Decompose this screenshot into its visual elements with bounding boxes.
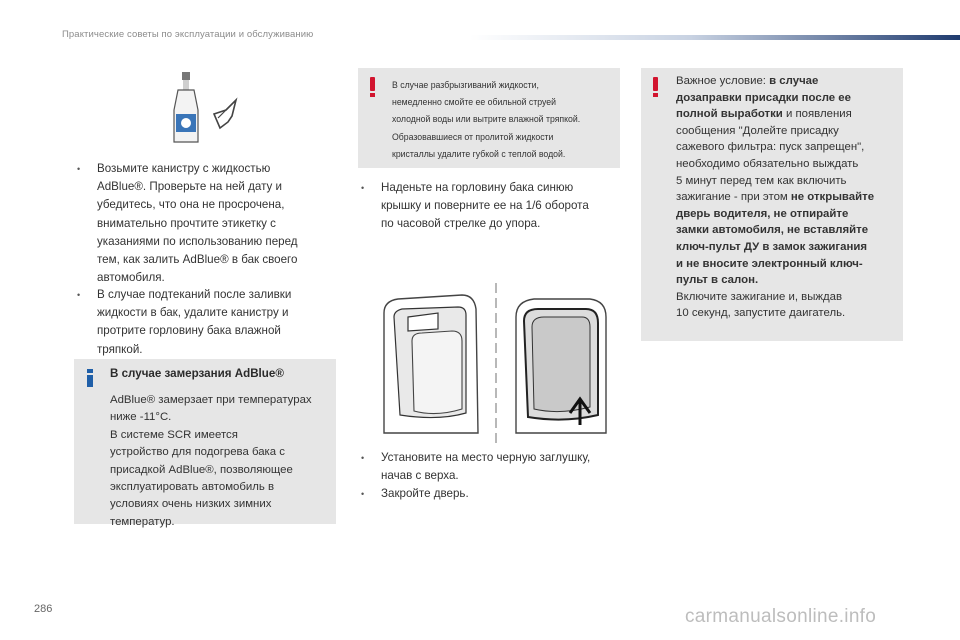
text-line: полной выработки и появления (676, 108, 852, 121)
warning-box-spills (358, 68, 620, 168)
text-line: AdBlue® замерзает при температурах (110, 394, 312, 406)
bullet-take-canister (74, 160, 338, 287)
text-line: холодной воды или вытрите влажной тряпкой. (392, 113, 581, 125)
watermark: carmanualsonline.info (685, 606, 877, 627)
text-line: присадкой AdBlue®, позволяющее (110, 463, 293, 476)
text-line: В случае подтеканий после заливки (97, 288, 292, 301)
text-line: немедленно смойте ее обильной струей (392, 96, 556, 108)
text-line: автомобиля. (97, 271, 165, 285)
page-header-title: Практические советы по эксплуатации и обслуживанию (62, 29, 314, 40)
text-line: пульт в салон. (676, 274, 759, 287)
info-icon (87, 369, 93, 387)
text-line: температур. (110, 515, 175, 528)
text-line: зажигание - при этом не открывайте (676, 191, 875, 204)
text-line: Установите на место черную заглушку, (381, 451, 591, 464)
info-box-text (110, 392, 332, 531)
text-line: В случае разбрызгиваний жидкости, (392, 79, 539, 90)
adblue-bottle-illustration (162, 70, 240, 146)
text-line: Включите зажигание и, выждав (676, 290, 843, 303)
info-box-freezing (74, 359, 336, 528)
text-line: убедитесь, что она не просрочена, (97, 198, 285, 212)
text-line: дозаправки присадки после ее (676, 91, 851, 104)
text-line: указаниями по использованию перед (97, 234, 298, 248)
text-line: ключ-пульт ДУ в замок зажигания (676, 240, 867, 253)
filler-cap-photos (378, 283, 614, 445)
text-line: сажевого фильтра: пуск запрещен", (676, 141, 865, 154)
text-line: кристаллы удалите губкой с теплой водой. (392, 147, 566, 159)
text-line: эксплуатировать автомобиль в (110, 481, 275, 494)
text-line: В системе SCR имеется (110, 428, 238, 441)
bullet-black-plug (358, 449, 620, 485)
bullet-mark: • (77, 164, 81, 174)
info-box-title: В случае замерзания AdBlue® (110, 367, 284, 380)
warning-box-text (392, 76, 600, 162)
warning-box-text (676, 73, 900, 322)
text-line: 10 секунд, запустите даигатель. (676, 307, 846, 320)
text-line: тем, как залить AdBlue® в бак своего (97, 253, 298, 267)
bullet-mark: • (361, 183, 365, 193)
text-line: по часовой стрелке до упора. (381, 217, 541, 231)
text-line: Возьмите канистру с жидкостью (97, 162, 271, 175)
warning-icon (653, 77, 659, 97)
text-line: сообщения "Долейте присадку (676, 124, 839, 137)
text-line: и не вносите электронный ключ- (676, 257, 863, 270)
text-line: замки автомобиля, не вставляйте (676, 224, 869, 237)
text-line: внимательно прочтите этикетку с (97, 216, 276, 230)
text-line: необходимо обязательно выждать (676, 157, 859, 170)
bullet-mark: • (77, 290, 81, 300)
text-line: устройство для подогрева бака с (110, 446, 285, 459)
text-line: Наденьте на горловину бака синюю (381, 181, 574, 194)
text-line: Закройте дверь. (381, 487, 469, 501)
text-line: протрите горловину бака влажной (97, 324, 281, 338)
text-line: крышку и поверните ее на 1/6 оборота (381, 199, 589, 213)
bullet-leaks (74, 286, 338, 359)
warning-icon (370, 77, 376, 97)
bullet-mark: • (361, 489, 365, 500)
text-line: Образовавшиеся от пролитой жидкости (392, 130, 554, 142)
bullet-blue-cap (358, 179, 620, 234)
text-line: тряпкой. (97, 342, 143, 356)
bullet-mark: • (361, 453, 365, 463)
text-line: AdBlue®. Проверьте на ней дату и (97, 180, 283, 194)
page-number: 286 (34, 603, 53, 615)
bullet-close-door (358, 485, 620, 503)
text-line: 5 минут перед тем как включить (676, 174, 847, 187)
text-line: начав с верха. (381, 469, 459, 483)
header-gradient-bar (470, 35, 960, 40)
text-line: ниже -11°C. (110, 411, 172, 424)
text-line: Важное условие: в случае (676, 75, 819, 87)
text-line: дверь водителя, не отпирайте (676, 207, 849, 220)
text-line: жидкости в бак, удалите канистру и (97, 306, 289, 320)
text-line: условиях очень низких зимних (110, 498, 272, 511)
warning-box-important (641, 68, 903, 341)
